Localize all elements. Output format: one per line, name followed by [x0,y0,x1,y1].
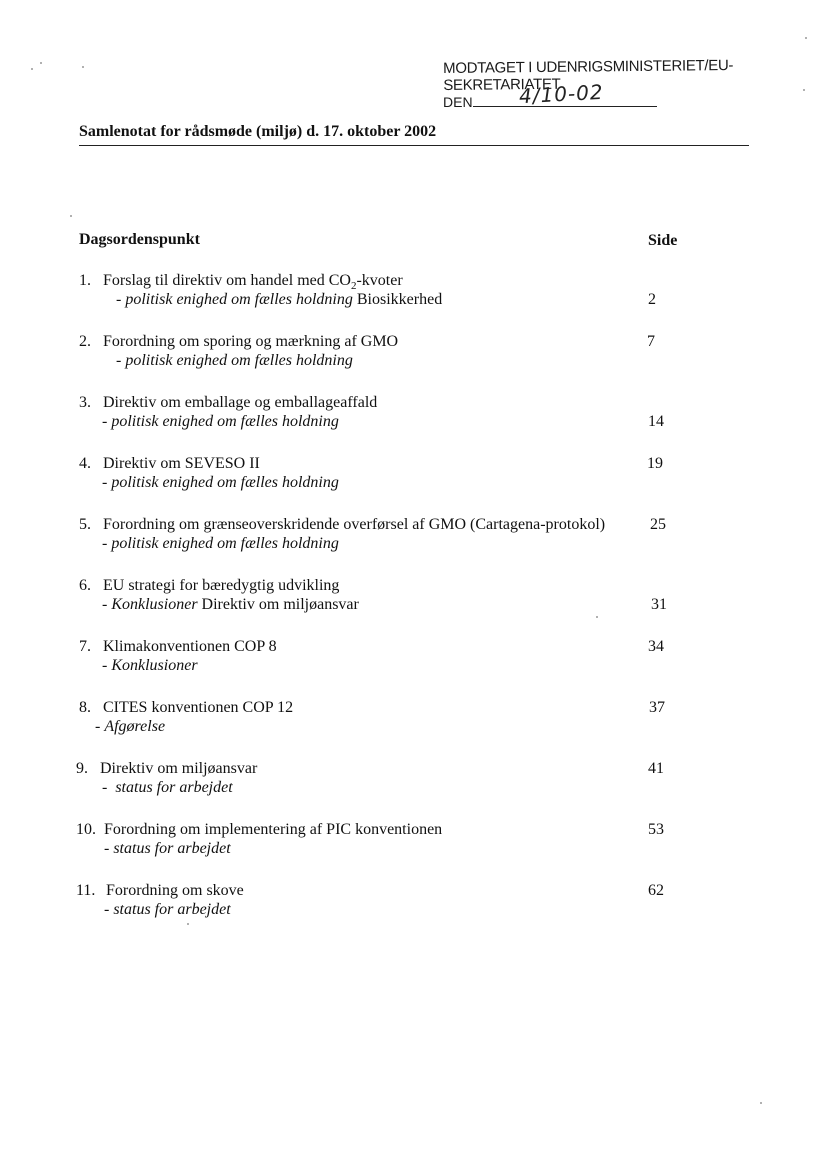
agenda-item-page: 37 [649,699,665,716]
agenda-item-title: Klimakonventionen COP 8 [103,638,277,655]
agenda-item-4 [0,455,832,495]
document-title: Samlenotat for rådsmøde (miljø) d. 17. oktober 2002 [79,123,437,140]
agenda-item-note: - politisk enighed om fælles holdning [102,413,339,430]
agenda-item-note: - status for arbejdet [104,901,231,918]
agenda-item-page: 25 [650,516,666,533]
agenda-item-note: - politisk enighed om fælles holdning [102,474,339,491]
agenda-item-note: - Afgørelse [95,718,166,735]
agenda-item-11 [0,882,832,922]
agenda-item-number: 6. [79,577,91,594]
agenda-item-page: 41 [648,760,664,777]
agenda-item-note: - status for arbejdet [102,779,233,796]
agenda-item-7 [0,638,832,678]
scan-speck [31,68,33,70]
agenda-item-note: - politisk enighed om fælles holdning [102,535,339,552]
agenda-item-title: Forordning om sporing og mærkning af GMO [103,333,399,350]
scan-speck [82,66,84,68]
scan-speck [760,1102,762,1104]
agenda-item-page: 7 [647,333,655,350]
handwritten-date: 4/10-02 [518,79,605,109]
agenda-item-page: 14 [648,413,664,430]
agenda-item-title: Forordning om grænseoverskridende overførsel af GMO (Cartagena-protokol) [103,516,606,533]
scan-speck [40,62,42,64]
agenda-item-number: 2. [79,333,91,350]
agenda-item-5 [0,516,832,556]
agenda-item-page: 19 [647,455,663,472]
agenda-item-number: 9. [76,760,88,777]
scan-speck [596,616,598,618]
agenda-item-note: - politisk enighed om fælles holdning Biosikkerhed [116,291,443,308]
agenda-item-title: Direktiv om miljøansvar [100,760,258,777]
scan-speck [187,923,189,925]
agenda-item-number: 11. [76,882,96,899]
agenda-item-title: Forordning om implementering af PIC konventionen [104,821,443,838]
agenda-item-title: Forslag til direktiv om handel med $CO_2$-kvoter [103,272,403,293]
agenda-item-title: Forordning om skove [106,882,244,899]
agenda-column-header: Dagsordenspunkt [79,231,200,248]
agenda-item-note: - Konklusioner [102,657,198,674]
agenda-item-10 [0,821,832,861]
title-underline [79,145,749,146]
agenda-item-page: 53 [648,821,664,838]
agenda-item-note: - politisk enighed om fælles holdning [116,352,353,369]
stamp-date-label: DEN [443,94,473,110]
stamp-date-underline [473,106,657,107]
received-stamp: MODTAGET I UDENRIGSMINISTERIET/EU-SEKRETARIATET [443,56,734,94]
agenda-item-3 [0,394,832,434]
agenda-item-number: 4. [79,455,91,472]
agenda-item-number: 10. [76,821,96,838]
agenda-item-6 [0,577,832,617]
agenda-item-title: Direktiv om emballage og emballageaffald [103,394,378,411]
agenda-item-title: CITES konventionen COP 12 [103,699,294,716]
agenda-item-title: EU strategi for bæredygtig udvikling [103,577,340,594]
agenda-item-8 [0,699,832,739]
scan-speck [803,89,805,91]
agenda-item-title: Direktiv om SEVESO II [103,455,260,472]
stamp-date-row [443,79,658,112]
agenda-item-page: 34 [648,638,664,655]
agenda-item-number: 5. [79,516,91,533]
page-column-header: Side [648,232,678,249]
scan-speck [70,215,72,217]
agenda-item-number: 1. [79,272,91,289]
scan-speck [805,37,807,39]
agenda-item-1 [0,272,832,312]
agenda-item-number: 7. [79,638,91,655]
agenda-item-page: 62 [648,882,664,899]
agenda-item-number: 3. [79,394,91,411]
agenda-item-9 [0,760,832,800]
agenda-item-page: 2 [648,291,656,308]
agenda-item-note: - Konklusioner Direktiv om miljøansvar [102,596,359,613]
agenda-item-page: 31 [651,596,667,613]
agenda-item-number: 8. [79,699,91,716]
agenda-item-2 [0,333,832,373]
agenda-item-note: - status for arbejdet [104,840,231,857]
